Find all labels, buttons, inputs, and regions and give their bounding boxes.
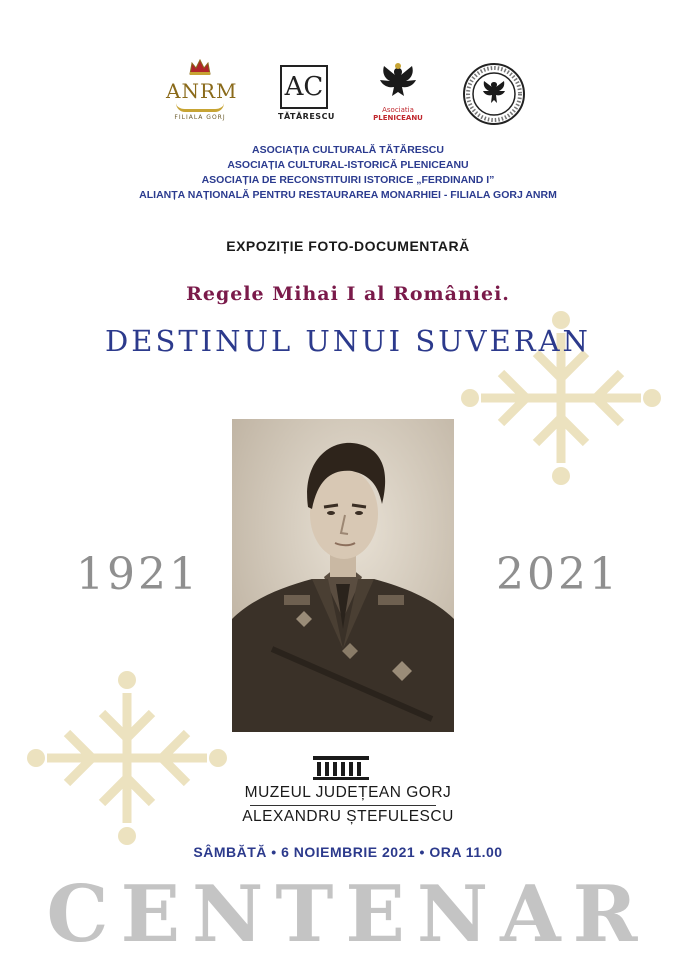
organization-line: ASOCIAȚIA CULTURAL-ISTORICĂ PLENICEANU [227, 159, 469, 171]
organization-line: ALIANȚA NAȚIONALĂ PENTRU RESTAURAREA MONARHIEI - FILIALA GORJ ANRM [139, 189, 557, 201]
pleniceanu-logo-line1: Asociatia [382, 106, 414, 114]
anrm-logo-text: ANRM [166, 79, 238, 103]
museum-name: MUZEUL JUDEȚEAN GORJ [244, 784, 452, 801]
tatarescu-logo [278, 65, 335, 123]
museum-subtitle: ALEXANDRU ȘTEFULESCU [242, 808, 454, 825]
footer-word: CENTENAR [46, 869, 650, 960]
wreath-icon [176, 103, 224, 112]
anrm-logo-subtitle: FILIALA GORJ [174, 114, 226, 121]
title-line-1: Regele Mihai I al României. [186, 283, 510, 305]
organization-line: ASOCIAȚIA DE RECONSTITUIRI ISTORICE „FERDINAND I” [201, 174, 495, 186]
crown-icon [188, 58, 212, 76]
event-date: SÂMBĂTĂ • 6 NOIEMBRIE 2021 • ORA 11.00 [193, 844, 503, 860]
tatarescu-logo-mark: AC [280, 65, 328, 109]
decorative-cross-left [22, 658, 232, 858]
year-end: 2021 [496, 549, 620, 600]
organization-line: ASOCIAȚIA CULTURALĂ TĂTĂRESCU [252, 144, 444, 156]
title-line-2: DESTINUL UNUI SUVERAN [105, 324, 591, 358]
pleniceanu-logo [370, 62, 426, 124]
organizations-list [0, 143, 696, 203]
year-start: 1921 [76, 549, 200, 600]
museum-divider [250, 805, 436, 806]
eagle-icon [376, 62, 420, 102]
anrm-logo [166, 58, 238, 124]
museum-building-icon [313, 756, 369, 780]
exhibition-type: EXPOZIȚIE FOTO-DOCUMENTARĂ [226, 238, 470, 254]
eagle-seal-icon [462, 62, 526, 126]
pleniceanu-logo-line2: PLENICEANU [373, 114, 423, 122]
portrait-photo [232, 419, 454, 732]
tatarescu-logo-name: TĂTĂRESCU [278, 112, 335, 121]
